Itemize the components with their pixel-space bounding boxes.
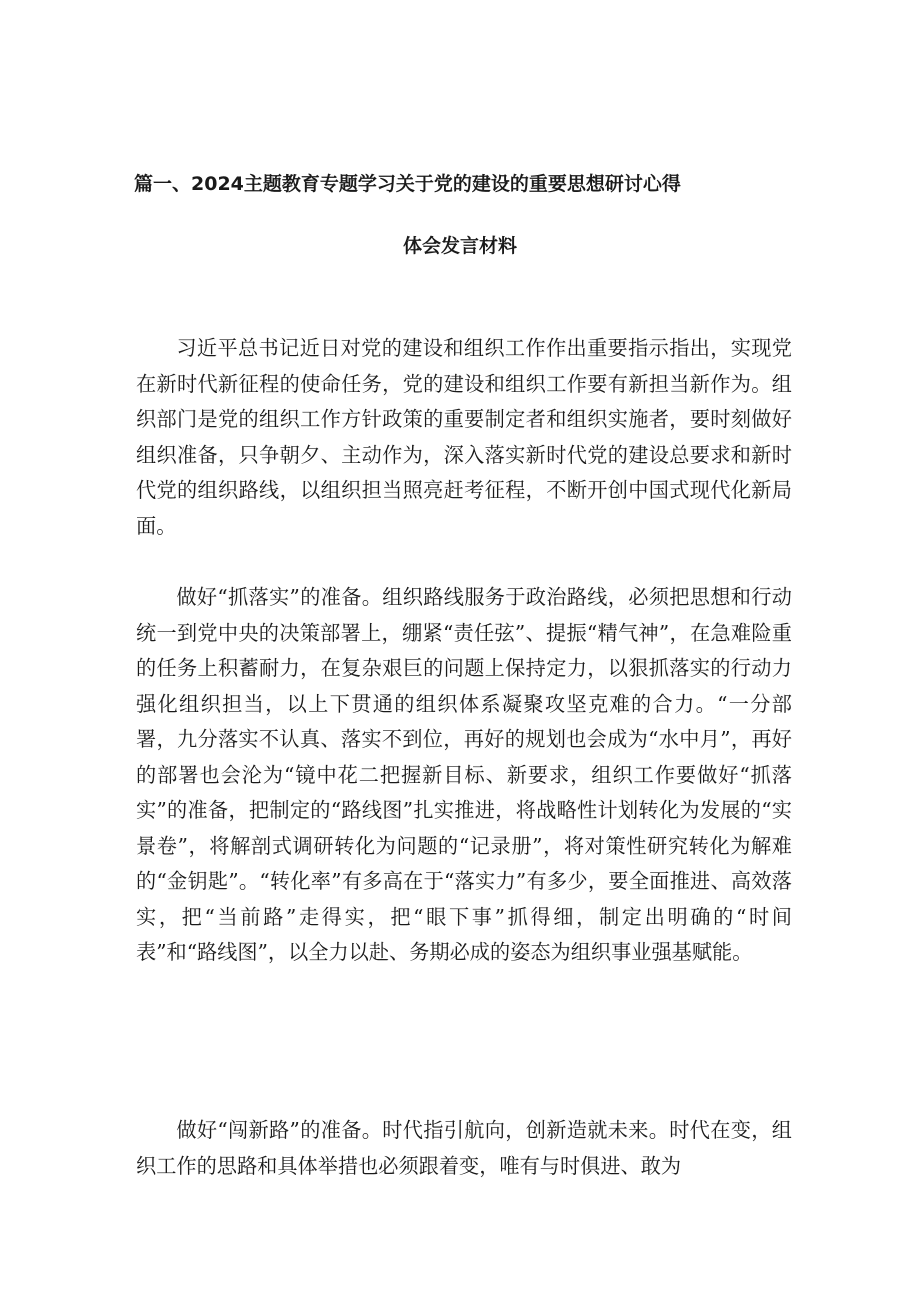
body-paragraph-2: 做好“抓落实”的准备。组织路线服务于政治路线，必须把思想和行动统一到党中央的决策部署上，绷紧“责任弦”、提振“精气神”，在急难险重的任务上积蓄耐力，在复杂艰巨的问题上保持定力，以狠抓落实的行动力强化组织担当，以上下贯通的组织体系凝聚攻坚克难的合力。“一分部署，九分落实不认真、落实不到位，再好的规划也会成为“水中月”，再好的部署也会沦为“镜中花二把握新目标、新要求，组织工作要做好“抓落实”的准备，把制定的“路线图”扎实推进，将战略性计划转化为发展的“实景卷”，将解剖式调研转化为问题的“记录册”，将对策性研究转化为解难的“金钥匙”。“转化率”有多高在于“落实力”有多少，要全面推进、高效落实，把“当前路”走得实，把“眼下事”抓得细，制定出明确的“时间表”和“路线图”，以全力以赴、务期必成的姿态为组织事业强基赋能。	[136, 585, 792, 964]
document-title-line-1: 篇一、2024主题教育专题学习关于党的建设的重要思想研讨心得	[134, 173, 681, 195]
body-paragraph-3: 做好“闯新路”的准备。时代指引航向，创新造就未来。时代在变，组织工作的思路和具体举措也必须跟着变，唯有与时俱进、敢为	[136, 1118, 792, 1178]
body-paragraph-1: 习近平总书记近日对党的建设和组织工作作出重要指示指出，实现党在新时代新征程的使命任务，党的建设和组织工作要有新担当新作为。组织部门是党的组织工作方针政策的重要制定者和组织实施者，要时刻做好组织准备，只争朝夕、主动作为，深入落实新时代党的建设总要求和新时代党的组织路线，以组织担当照亮赶考征程，不断开创中国式现代化新局面。	[136, 336, 792, 538]
document-title-line-2: 体会发言材料	[402, 235, 517, 257]
